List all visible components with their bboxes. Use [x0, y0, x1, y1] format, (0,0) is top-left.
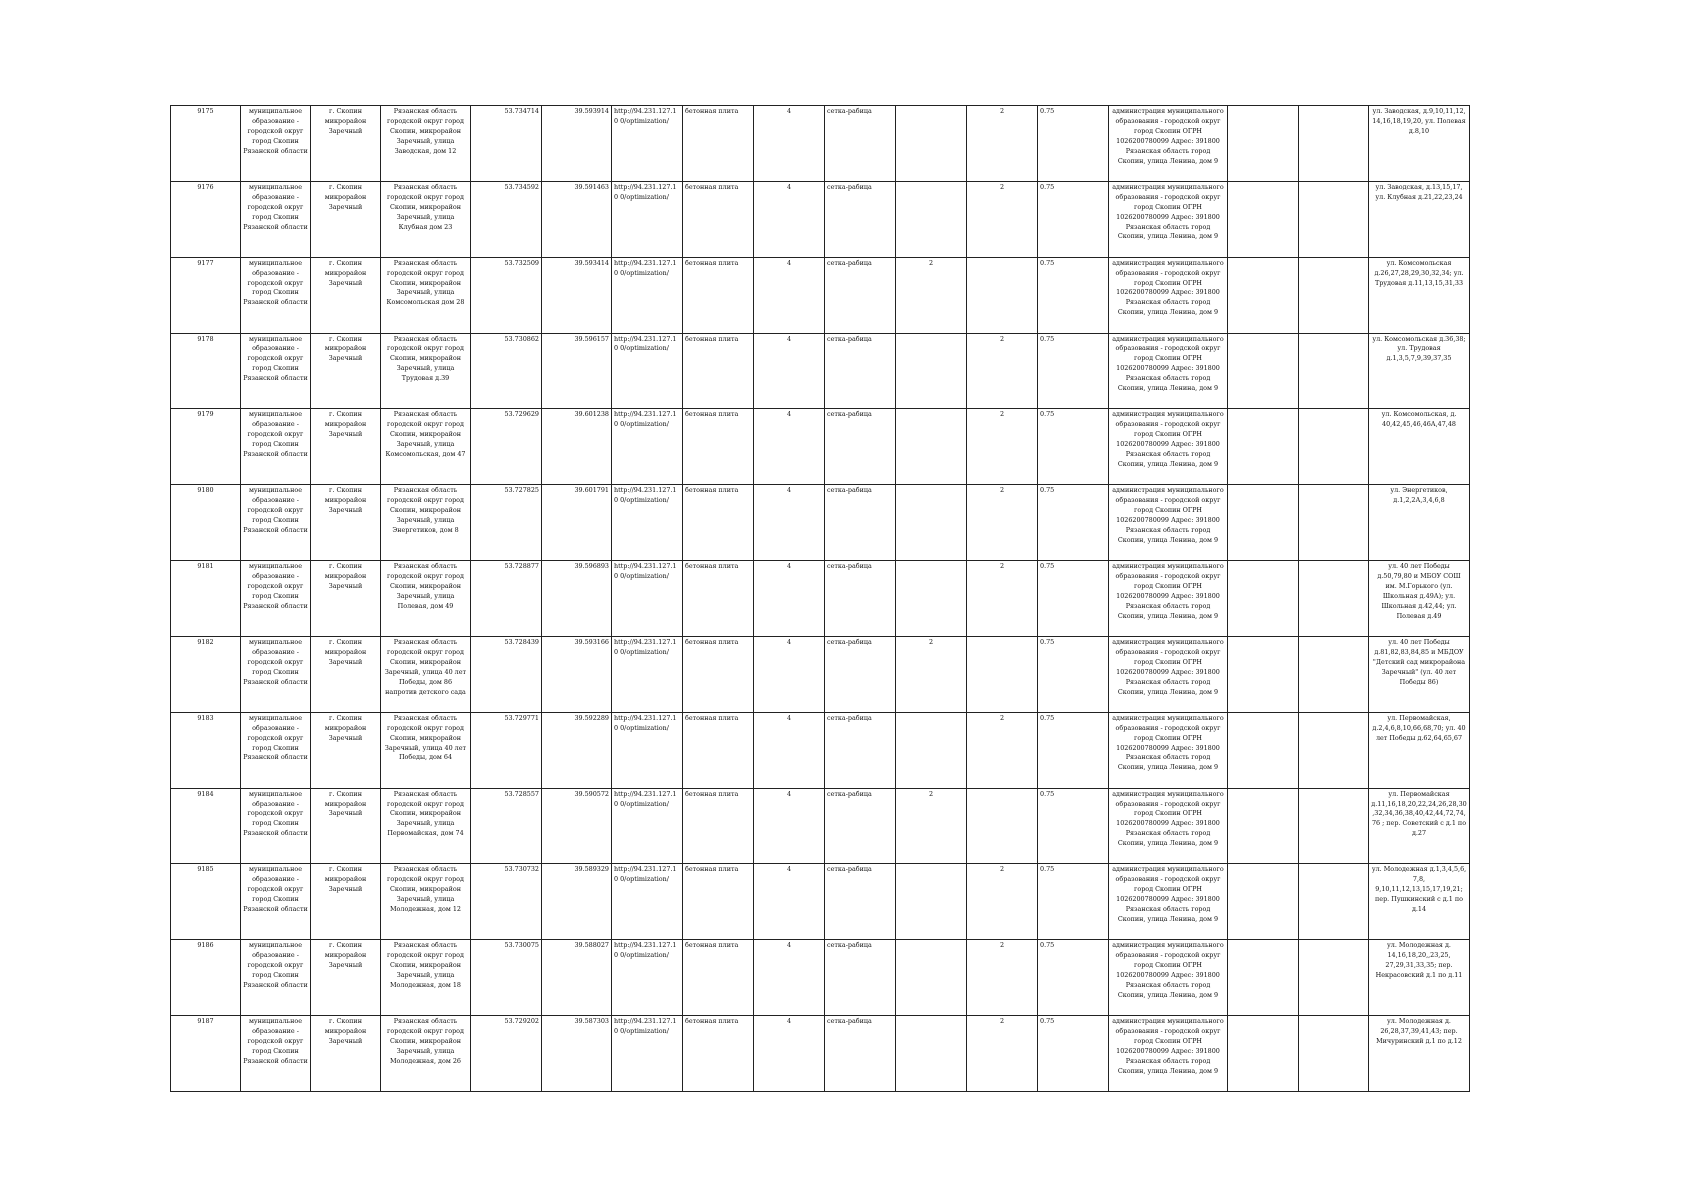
cover-type-cell: бетонная плита [683, 333, 754, 409]
owner-cell: муниципальное образование - городской округ город Скопин Рязанской области [241, 257, 311, 333]
table-row [171, 485, 1470, 561]
fence-type-cell: сетка-рабица [825, 788, 896, 864]
area-cell: 4 [754, 485, 825, 561]
container-count-a-cell [896, 712, 967, 788]
empty-cell [1228, 940, 1299, 1016]
locality-cell: г. Скопин микрорайон Заречный [311, 409, 381, 485]
sources-cell: ул. Заводская, д.9,10,11,12, 14,16,18,19,20, ул. Полевая д.8,10 [1369, 106, 1470, 182]
container-count-a-cell [896, 940, 967, 1016]
locality-cell: г. Скопин микрорайон Заречный [311, 788, 381, 864]
empty-cell [1299, 409, 1369, 485]
empty-cell [1299, 1016, 1369, 1092]
fence-type-cell: сетка-рабица [825, 106, 896, 182]
volume-cell: 0.75 [1038, 485, 1109, 561]
administration-cell: администрация муниципального образования - городской округ город Скопин ОГРН 1026200780099 Адрес: 391800 Рязанская область город Скопин, улица Ленина, дом 9 [1109, 712, 1228, 788]
container-count-b-cell: 2 [967, 561, 1038, 637]
url-cell: http://94.231.127.10 0/optimization/ [612, 864, 683, 940]
volume-cell: 0.75 [1038, 864, 1109, 940]
empty-cell [1299, 485, 1369, 561]
row-id-cell: 9185 [171, 864, 241, 940]
empty-cell [1299, 636, 1369, 712]
sources-cell: ул. Молодежная д. 26,28,37,39,41,43; пер. Мичуринский д.1 по д.12 [1369, 1016, 1470, 1092]
locality-cell: г. Скопин микрорайон Заречный [311, 181, 381, 257]
locality-cell: г. Скопин микрорайон Заречный [311, 106, 381, 182]
cover-type-cell: бетонная плита [683, 561, 754, 637]
sources-cell: ул. Первомайская д.11,16,18,20,22,24,26,28,30,32,34,36,38,40,42,44,72,74,76 ; пер. Советский с д.1 по д.27 [1369, 788, 1470, 864]
url-cell: http://94.231.127.10 0/optimization/ [612, 485, 683, 561]
table-row [171, 181, 1470, 257]
container-count-a-cell [896, 864, 967, 940]
empty-cell [1228, 257, 1299, 333]
cover-type-cell: бетонная плита [683, 636, 754, 712]
area-cell: 4 [754, 636, 825, 712]
longitude-cell: 39.588027 [542, 940, 612, 1016]
container-count-a-cell [896, 485, 967, 561]
locality-cell: г. Скопин микрорайон Заречный [311, 561, 381, 637]
url-cell: http://94.231.127.10 0/optimization/ [612, 257, 683, 333]
longitude-cell: 39.593166 [542, 636, 612, 712]
sources-cell: ул. Заводская, д.13,15,17, ул. Клубная д.21,22,23,24 [1369, 181, 1470, 257]
address-cell: Рязанская область городской округ город Скопин, микрорайон Заречный, улица Молодежная, дом 18 [381, 940, 471, 1016]
address-cell: Рязанская область городской округ город Скопин, микрорайон Заречный, улица Клубная дом 23 [381, 181, 471, 257]
empty-cell [1228, 106, 1299, 182]
address-cell: Рязанская область городской округ город Скопин, микрорайон Заречный, улица 40 лет Победы, дом 64 [381, 712, 471, 788]
table-row [171, 712, 1470, 788]
volume-cell: 0.75 [1038, 561, 1109, 637]
row-id-cell: 9182 [171, 636, 241, 712]
url-cell: http://94.231.127.10 0/optimization/ [612, 409, 683, 485]
administration-cell: администрация муниципального образования - городской округ город Скопин ОГРН 1026200780099 Адрес: 391800 Рязанская область город Скопин, улица Ленина, дом 9 [1109, 106, 1228, 182]
latitude-cell: 53.729771 [471, 712, 542, 788]
area-cell: 4 [754, 1016, 825, 1092]
table-row [171, 409, 1470, 485]
container-count-b-cell: 2 [967, 712, 1038, 788]
owner-cell: муниципальное образование - городской округ город Скопин Рязанской области [241, 181, 311, 257]
fence-type-cell: сетка-рабица [825, 1016, 896, 1092]
owner-cell: муниципальное образование - городской округ город Скопин Рязанской области [241, 106, 311, 182]
latitude-cell: 53.727825 [471, 485, 542, 561]
empty-cell [1299, 788, 1369, 864]
area-cell: 4 [754, 181, 825, 257]
longitude-cell: 39.601238 [542, 409, 612, 485]
empty-cell [1299, 561, 1369, 637]
administration-cell: администрация муниципального образования - городской округ город Скопин ОГРН 1026200780099 Адрес: 391800 Рязанская область город Скопин, улица Ленина, дом 9 [1109, 333, 1228, 409]
administration-cell: администрация муниципального образования - городской округ город Скопин ОГРН 1026200780099 Адрес: 391800 Рязанская область город Скопин, улица Ленина, дом 9 [1109, 257, 1228, 333]
url-cell: http://94.231.127.10 0/optimization/ [612, 561, 683, 637]
empty-cell [1228, 636, 1299, 712]
volume-cell: 0.75 [1038, 409, 1109, 485]
volume-cell: 0.75 [1038, 636, 1109, 712]
locality-cell: г. Скопин микрорайон Заречный [311, 636, 381, 712]
longitude-cell: 39.587303 [542, 1016, 612, 1092]
container-count-a-cell: 2 [896, 636, 967, 712]
latitude-cell: 53.730075 [471, 940, 542, 1016]
table-row [171, 788, 1470, 864]
table-row [171, 940, 1470, 1016]
longitude-cell: 39.593914 [542, 106, 612, 182]
address-cell: Рязанская область городской округ город Скопин, микрорайон Заречный, улица Трудовая д.39 [381, 333, 471, 409]
latitude-cell: 53.734592 [471, 181, 542, 257]
empty-cell [1228, 712, 1299, 788]
container-count-b-cell: 2 [967, 106, 1038, 182]
empty-cell [1228, 485, 1299, 561]
container-count-b-cell: 2 [967, 409, 1038, 485]
administration-cell: администрация муниципального образования - городской округ город Скопин ОГРН 1026200780099 Адрес: 391800 Рязанская область город Скопин, улица Ленина, дом 9 [1109, 485, 1228, 561]
owner-cell: муниципальное образование - городской округ город Скопин Рязанской области [241, 561, 311, 637]
empty-cell [1299, 106, 1369, 182]
latitude-cell: 53.729629 [471, 409, 542, 485]
table-row [171, 561, 1470, 637]
owner-cell: муниципальное образование - городской округ город Скопин Рязанской области [241, 636, 311, 712]
area-cell: 4 [754, 257, 825, 333]
container-count-b-cell: 2 [967, 864, 1038, 940]
url-cell: http://94.231.127.10 0/optimization/ [612, 940, 683, 1016]
empty-cell [1299, 181, 1369, 257]
area-cell: 4 [754, 940, 825, 1016]
address-cell: Рязанская область городской округ город Скопин, микрорайон Заречный, улица Молодежная, дом 26 [381, 1016, 471, 1092]
owner-cell: муниципальное образование - городской округ город Скопин Рязанской области [241, 1016, 311, 1092]
area-cell: 4 [754, 712, 825, 788]
administration-cell: администрация муниципального образования - городской округ город Скопин ОГРН 1026200780099 Адрес: 391800 Рязанская область город Скопин, улица Ленина, дом 9 [1109, 788, 1228, 864]
sources-cell: ул. Энергетиков, д.1,2,2А,3,4,6,8 [1369, 485, 1470, 561]
url-cell: http://94.231.127.10 0/optimization/ [612, 1016, 683, 1092]
latitude-cell: 53.734714 [471, 106, 542, 182]
owner-cell: муниципальное образование - городской округ город Скопин Рязанской области [241, 864, 311, 940]
registry-table [170, 105, 1470, 1092]
empty-cell [1228, 561, 1299, 637]
locality-cell: г. Скопин микрорайон Заречный [311, 864, 381, 940]
longitude-cell: 39.589329 [542, 864, 612, 940]
address-cell: Рязанская область городской округ город Скопин, микрорайон Заречный, улица Энергетиков, дом 8 [381, 485, 471, 561]
owner-cell: муниципальное образование - городской округ город Скопин Рязанской области [241, 940, 311, 1016]
fence-type-cell: сетка-рабица [825, 181, 896, 257]
sources-cell: ул. 40 лет Победы д.81,82,83,84,85 и МБДОУ "Детский сад микрорайона Заречный" (ул. 40 лет Победы 86) [1369, 636, 1470, 712]
container-count-b-cell: 2 [967, 181, 1038, 257]
table-row [171, 1016, 1470, 1092]
container-count-b-cell [967, 257, 1038, 333]
container-count-b-cell: 2 [967, 940, 1038, 1016]
sources-cell: ул. Комсомольская д.26,27,28,29,30,32,34; ул. Трудовая д.11,13,15,31,33 [1369, 257, 1470, 333]
container-count-a-cell [896, 333, 967, 409]
url-cell: http://94.231.127.10 0/optimization/ [612, 106, 683, 182]
container-count-a-cell: 2 [896, 257, 967, 333]
longitude-cell: 39.593414 [542, 257, 612, 333]
fence-type-cell: сетка-рабица [825, 636, 896, 712]
cover-type-cell: бетонная плита [683, 485, 754, 561]
row-id-cell: 9186 [171, 940, 241, 1016]
sources-cell: ул. 40 лет Победы д.50,79,80 и МБОУ СОШ им. М.Горького (ул. Школьная д.49А); ул. Школьная д.42,44; ул. Полевая д.49 [1369, 561, 1470, 637]
row-id-cell: 9176 [171, 181, 241, 257]
cover-type-cell: бетонная плита [683, 106, 754, 182]
container-count-b-cell [967, 636, 1038, 712]
sources-cell: ул. Молодежная д.1,3,4,5,6, 7,8, 9,10,11,12,13,15,17,19,21; пер. Пушкинский с д.1 по д.14 [1369, 864, 1470, 940]
fence-type-cell: сетка-рабица [825, 712, 896, 788]
sources-cell: ул. Первомайская, д.2,4,6,8,10,66,68,70; ул. 40 лет Победы д.62,64,65,67 [1369, 712, 1470, 788]
area-cell: 4 [754, 788, 825, 864]
table-row [171, 257, 1470, 333]
administration-cell: администрация муниципального образования - городской округ город Скопин ОГРН 1026200780099 Адрес: 391800 Рязанская область город Скопин, улица Ленина, дом 9 [1109, 636, 1228, 712]
container-count-a-cell [896, 409, 967, 485]
empty-cell [1299, 257, 1369, 333]
longitude-cell: 39.590572 [542, 788, 612, 864]
container-count-b-cell [967, 788, 1038, 864]
administration-cell: администрация муниципального образования - городской округ город Скопин ОГРН 1026200780099 Адрес: 391800 Рязанская область город Скопин, улица Ленина, дом 9 [1109, 864, 1228, 940]
row-id-cell: 9177 [171, 257, 241, 333]
row-id-cell: 9175 [171, 106, 241, 182]
row-id-cell: 9183 [171, 712, 241, 788]
locality-cell: г. Скопин микрорайон Заречный [311, 485, 381, 561]
latitude-cell: 53.728877 [471, 561, 542, 637]
container-count-b-cell: 2 [967, 485, 1038, 561]
empty-cell [1228, 788, 1299, 864]
latitude-cell: 53.730862 [471, 333, 542, 409]
url-cell: http://94.231.127.10 0/optimization/ [612, 788, 683, 864]
area-cell: 4 [754, 409, 825, 485]
administration-cell: администрация муниципального образования - городской округ город Скопин ОГРН 1026200780099 Адрес: 391800 Рязанская область город Скопин, улица Ленина, дом 9 [1109, 940, 1228, 1016]
row-id-cell: 9184 [171, 788, 241, 864]
row-id-cell: 9180 [171, 485, 241, 561]
owner-cell: муниципальное образование - городской округ город Скопин Рязанской области [241, 788, 311, 864]
latitude-cell: 53.729202 [471, 1016, 542, 1092]
fence-type-cell: сетка-рабица [825, 333, 896, 409]
longitude-cell: 39.596157 [542, 333, 612, 409]
url-cell: http://94.231.127.10 0/optimization/ [612, 712, 683, 788]
locality-cell: г. Скопин микрорайон Заречный [311, 940, 381, 1016]
empty-cell [1228, 409, 1299, 485]
container-count-a-cell [896, 181, 967, 257]
container-count-a-cell [896, 1016, 967, 1092]
address-cell: Рязанская область городской округ город Скопин, микрорайон Заречный, улица Комсомольская, дом 47 [381, 409, 471, 485]
locality-cell: г. Скопин микрорайон Заречный [311, 1016, 381, 1092]
address-cell: Рязанская область городской округ город Скопин, микрорайон Заречный, улица Заводская, дом 12 [381, 106, 471, 182]
volume-cell: 0.75 [1038, 181, 1109, 257]
area-cell: 4 [754, 561, 825, 637]
area-cell: 4 [754, 864, 825, 940]
cover-type-cell: бетонная плита [683, 1016, 754, 1092]
empty-cell [1228, 333, 1299, 409]
empty-cell [1299, 940, 1369, 1016]
container-count-a-cell [896, 561, 967, 637]
cover-type-cell: бетонная плита [683, 257, 754, 333]
longitude-cell: 39.591463 [542, 181, 612, 257]
latitude-cell: 53.728439 [471, 636, 542, 712]
cover-type-cell: бетонная плита [683, 712, 754, 788]
owner-cell: муниципальное образование - городской округ город Скопин Рязанской области [241, 409, 311, 485]
volume-cell: 0.75 [1038, 257, 1109, 333]
row-id-cell: 9179 [171, 409, 241, 485]
cover-type-cell: бетонная плита [683, 788, 754, 864]
row-id-cell: 9178 [171, 333, 241, 409]
administration-cell: администрация муниципального образования - городской округ город Скопин ОГРН 1026200780099 Адрес: 391800 Рязанская область город Скопин, улица Ленина, дом 9 [1109, 561, 1228, 637]
volume-cell: 0.75 [1038, 712, 1109, 788]
address-cell: Рязанская область городской округ город Скопин, микрорайон Заречный, улица 40 лет Победы, дом 86 напротив детского сада [381, 636, 471, 712]
longitude-cell: 39.592289 [542, 712, 612, 788]
locality-cell: г. Скопин микрорайон Заречный [311, 257, 381, 333]
administration-cell: администрация муниципального образования - городской округ город Скопин ОГРН 1026200780099 Адрес: 391800 Рязанская область город Скопин, улица Ленина, дом 9 [1109, 181, 1228, 257]
address-cell: Рязанская область городской округ город Скопин, микрорайон Заречный, улица Первомайская, дом 74 [381, 788, 471, 864]
volume-cell: 0.75 [1038, 940, 1109, 1016]
cover-type-cell: бетонная плита [683, 409, 754, 485]
volume-cell: 0.75 [1038, 1016, 1109, 1092]
empty-cell [1228, 864, 1299, 940]
container-count-b-cell: 2 [967, 333, 1038, 409]
volume-cell: 0.75 [1038, 106, 1109, 182]
registry-rows [171, 106, 1470, 1092]
empty-cell [1299, 864, 1369, 940]
sources-cell: ул. Молодежная д. 14,16,18,20,,23,25, 27,29,31,33,35; пер. Некрасовский д.1 по д.11 [1369, 940, 1470, 1016]
table-row [171, 636, 1470, 712]
fence-type-cell: сетка-рабица [825, 257, 896, 333]
fence-type-cell: сетка-рабица [825, 485, 896, 561]
sources-cell: ул. Комсомольская д.36,38; ул. Трудовая д.1,3,5,7,9,39,37,35 [1369, 333, 1470, 409]
latitude-cell: 53.732509 [471, 257, 542, 333]
table-row [171, 106, 1470, 182]
container-count-b-cell: 2 [967, 1016, 1038, 1092]
latitude-cell: 53.728557 [471, 788, 542, 864]
administration-cell: администрация муниципального образования - городской округ город Скопин ОГРН 1026200780099 Адрес: 391800 Рязанская область город Скопин, улица Ленина, дом 9 [1109, 409, 1228, 485]
fence-type-cell: сетка-рабица [825, 561, 896, 637]
latitude-cell: 53.730732 [471, 864, 542, 940]
locality-cell: г. Скопин микрорайон Заречный [311, 712, 381, 788]
empty-cell [1228, 1016, 1299, 1092]
area-cell: 4 [754, 333, 825, 409]
url-cell: http://94.231.127.10 0/optimization/ [612, 181, 683, 257]
volume-cell: 0.75 [1038, 333, 1109, 409]
owner-cell: муниципальное образование - городской округ город Скопин Рязанской области [241, 333, 311, 409]
cover-type-cell: бетонная плита [683, 940, 754, 1016]
area-cell: 4 [754, 106, 825, 182]
url-cell: http://94.231.127.10 0/optimization/ [612, 636, 683, 712]
cover-type-cell: бетонная плита [683, 181, 754, 257]
url-cell: http://94.231.127.10 0/optimization/ [612, 333, 683, 409]
fence-type-cell: сетка-рабица [825, 940, 896, 1016]
fence-type-cell: сетка-рабица [825, 864, 896, 940]
table-row [171, 333, 1470, 409]
longitude-cell: 39.596893 [542, 561, 612, 637]
owner-cell: муниципальное образование - городской округ город Скопин Рязанской области [241, 485, 311, 561]
address-cell: Рязанская область городской округ город Скопин, микрорайон Заречный, улица Комсомольская дом 28 [381, 257, 471, 333]
locality-cell: г. Скопин микрорайон Заречный [311, 333, 381, 409]
address-cell: Рязанская область городской округ город Скопин, микрорайон Заречный, улица Молодежная, дом 12 [381, 864, 471, 940]
administration-cell: администрация муниципального образования - городской округ город Скопин ОГРН 1026200780099 Адрес: 391800 Рязанская область город Скопин, улица Ленина, дом 9 [1109, 1016, 1228, 1092]
fence-type-cell: сетка-рабица [825, 409, 896, 485]
longitude-cell: 39.601791 [542, 485, 612, 561]
address-cell: Рязанская область городской округ город Скопин, микрорайон Заречный, улица Полевая, дом 49 [381, 561, 471, 637]
empty-cell [1299, 333, 1369, 409]
owner-cell: муниципальное образование - городской округ город Скопин Рязанской области [241, 712, 311, 788]
table-row [171, 864, 1470, 940]
row-id-cell: 9181 [171, 561, 241, 637]
volume-cell: 0.75 [1038, 788, 1109, 864]
row-id-cell: 9187 [171, 1016, 241, 1092]
empty-cell [1299, 712, 1369, 788]
container-count-a-cell [896, 106, 967, 182]
empty-cell [1228, 181, 1299, 257]
cover-type-cell: бетонная плита [683, 864, 754, 940]
container-count-a-cell: 2 [896, 788, 967, 864]
sources-cell: ул. Комсомольская, д. 40,42,45,46,46А,47,48 [1369, 409, 1470, 485]
